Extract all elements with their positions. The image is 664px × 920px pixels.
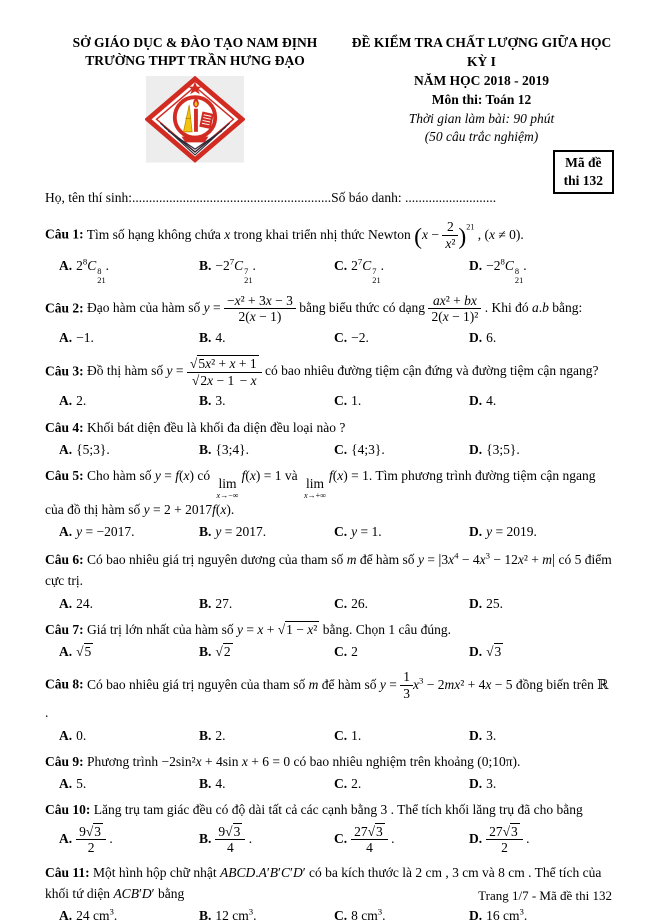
answer-option-a: A. −1.: [59, 330, 94, 346]
question-block: [45, 355, 612, 412]
question-label: Câu 9:: [45, 753, 84, 769]
question-stem: [45, 668, 612, 723]
question-text: Có bao nhiêu giá trị nguyên dương của tham số m để hàm số $y = |3x^4 - 4x^3 - 12x^2 + m|$ có 5 điểm cực trị.: [45, 550, 612, 589]
question-label: Câu 10:: [45, 802, 91, 818]
answer-option-c: C. 26.: [334, 595, 368, 611]
school-logo-image: [145, 74, 245, 180]
answer-option-b: B. y = 2017.: [199, 524, 267, 540]
exam-title: ĐỀ KIỂM TRA CHẤT LƯỢNG GIỮA HỌC KỲ I: [351, 35, 612, 69]
answer-option-d: D. 16 $cm^3$.: [469, 906, 528, 920]
answer-option-a: A. 5.: [59, 776, 87, 791]
question-block: [45, 620, 612, 663]
student-id-label: Số báo danh:: [331, 190, 402, 206]
question-text: Một hình hộp chữ nhật ABCD.A′B′C′D′ có ba kích thước là 2 cm , 3 cm và 8 cm . Thể tích của khối tứ diện ACB′D′ bằng: [45, 865, 602, 901]
question-stem: [45, 549, 612, 592]
student-info-line: [45, 190, 612, 206]
answer-option-b: B. 12 $cm^3$.: [199, 906, 257, 920]
answer-options-row: [45, 255, 612, 285]
answer-option-c: C. y = 1.: [334, 524, 382, 540]
answer-option-a: A. √5: [59, 644, 92, 660]
header-left-block: [45, 34, 345, 184]
question-stem: [45, 292, 612, 327]
question-block: [45, 218, 612, 285]
answer-options-row: [45, 726, 612, 746]
answer-option-b: B. 3.: [199, 393, 226, 409]
answer-option-a: A. $\frac{9√3}{2}$ .: [59, 823, 113, 856]
question-text: Lăng trụ tam giác đều có độ dài tất cả các cạnh bằng 3 . Thể tích khối lăng trụ đã cho bằng: [93, 802, 583, 818]
answer-option-c: C. 1.: [334, 727, 362, 743]
exam-code-line2: thi 132: [563, 173, 603, 189]
answer-option-b: B. 27.: [199, 595, 233, 611]
question-stem: [45, 620, 612, 640]
question-stem: [45, 752, 612, 772]
answer-option-c: C. $2^7C$ 7 21 .: [334, 256, 385, 285]
question-label: Câu 5:: [45, 468, 84, 484]
question-block: [45, 800, 612, 857]
question-block: [45, 668, 612, 745]
questions-list: [45, 218, 612, 920]
answer-option-c: C. 2.: [334, 776, 362, 791]
question-stem: [45, 355, 612, 390]
question-label: Câu 2:: [45, 300, 84, 316]
answer-option-d: D. 4.: [469, 393, 497, 409]
school-name: TRƯỜNG THPT TRẦN HƯNG ĐẠO: [85, 53, 305, 69]
question-label: Câu 11:: [45, 865, 90, 881]
answer-option-c: C. $\frac{27√3}{4}$ .: [334, 823, 395, 856]
question-label: Câu 3:: [45, 363, 84, 379]
answer-options-row: [45, 594, 612, 614]
duration-line: Thời gian làm bài: 90 phút: [408, 110, 555, 126]
exam-header: [45, 34, 612, 184]
question-text: Đạo hàm của hàm số y = $\frac{\text{−x² + 3x − 3}}{2(x - 1)}$ bằng biểu thức có dạng $\frac{\text{ax² + bx}}{\text{2(x − 1)²}}$ . Khi đó a.b bằng:: [87, 292, 583, 325]
question-block: [45, 752, 612, 795]
question-text: Khối bát diện đều là khối đa diện đều loại nào ?: [87, 419, 346, 435]
answer-option-c: C. 1.: [334, 393, 362, 409]
question-stem: [45, 800, 612, 820]
answer-options-row: [45, 823, 612, 858]
student-name-dotted-field[interactable]: ...........................................................: [132, 190, 332, 206]
school-year: NĂM HỌC 2018 - 2019: [414, 72, 549, 88]
question-count-note: (50 câu trắc nghiệm): [424, 129, 539, 145]
question-block: [45, 466, 612, 543]
answer-option-a: A. 0.: [59, 727, 87, 743]
question-label: Câu 4:: [45, 419, 84, 435]
question-block: [45, 549, 612, 614]
answer-option-d: D. 6.: [469, 330, 497, 346]
answer-options-row: [45, 906, 612, 920]
answer-option-b: B. $-2^7C$ 7 21 .: [199, 256, 256, 285]
answer-option-a: A. 24 $cm^3$.: [59, 906, 118, 920]
answer-option-b: B. √2: [199, 644, 231, 660]
question-stem: [45, 218, 612, 253]
question-text: Đồ thị hàm số y = $\frac{\text{√5x² + x + 1}}{√2x - 1 - x}$ có bao nhiêu đường tiệm cận đứng và đường tiệm cận ngang?: [87, 355, 599, 388]
answer-option-b: B. $\frac{9√3}{4}$ .: [199, 823, 253, 856]
answer-option-d: D. 3.: [469, 727, 497, 743]
exam-code-box: [553, 150, 614, 194]
question-block: [45, 418, 612, 461]
answer-option-d: D. √3: [469, 644, 502, 660]
question-stem: [45, 466, 612, 520]
answer-option-a: A. 24.: [59, 595, 93, 611]
student-id-dotted-field[interactable]: ...........................: [401, 190, 497, 206]
answer-option-b: B. {3;4}.: [199, 441, 249, 457]
answer-option-d: D. y = 2019.: [469, 524, 537, 540]
header-right-block: [345, 34, 612, 147]
page-footer: Trang 1/7 - Mã đề thi 132: [478, 888, 612, 903]
question-stem: [45, 418, 612, 438]
answer-options-row: [45, 328, 612, 348]
school-logo: [45, 74, 345, 184]
answer-option-b: B. 2.: [199, 727, 226, 743]
answer-option-d: D. {3;5}.: [469, 441, 520, 457]
answer-options-row: [45, 391, 612, 411]
answer-option-c: C. 2: [334, 644, 358, 660]
question-text: Phương trình −2sin²x + 4sin x + 6 = 0 có bao nhiêu nghiệm trên khoảng (0;10π).: [87, 753, 521, 769]
answer-option-c: C. 8 $cm^3$.: [334, 906, 386, 920]
answer-option-d: D. $-2^8C$ 8 21 .: [469, 256, 527, 285]
answer-option-a: A. 2.: [59, 393, 87, 409]
answer-option-d: D. 3.: [469, 776, 497, 791]
exam-code-line1: Mã đề: [565, 155, 602, 170]
question-label: Câu 8:: [45, 676, 84, 692]
answer-option-c: C. {4;3}.: [334, 441, 385, 457]
question-text: Có bao nhiêu giá trị nguyên của tham số m để hàm số y = $\frac{1}{3}$ $x^3 - 2mx^2 + 4x - 5$ đồng biến trên ℝ .: [45, 669, 609, 721]
answer-option-a: A. {5;3}.: [59, 441, 110, 457]
question-block: [45, 292, 612, 349]
answer-option-a: A. y = −2017.: [59, 524, 135, 540]
question-label: Câu 1:: [45, 226, 84, 242]
answer-option-d: D. 25.: [469, 595, 503, 611]
answer-options-row: [45, 440, 612, 460]
answer-options-row: [45, 522, 612, 542]
answer-options-row: [45, 774, 612, 794]
answer-option-b: B. 4.: [199, 330, 226, 346]
question-text: Tìm số hạng không chứa x trong khai triển nhị thức Newton (x − $\frac{2}{\text{x²}}$ )$^{21}$ , (x ≠ 0).: [86, 219, 524, 252]
answer-option-c: C. −2.: [334, 330, 369, 346]
question-text: Giá trị lớn nhất của hàm số y = x + √1 − x² bằng. Chọn 1 câu đúng.: [87, 621, 451, 637]
answer-option-a: A. $2^8C$ 8 21 .: [59, 256, 110, 285]
answer-option-d: D. $\frac{27√3}{2}$ .: [469, 823, 530, 856]
question-text: Cho hàm số y = f(x) có lim x→−∞ f(x) = 1 và lim x→+∞ f(x) = 1. Tìm phương trình đường tiệm cận ngang của đồ thị hàm số y = 2 + 2017f(x).: [45, 468, 596, 518]
answer-options-row: [45, 642, 612, 662]
question-label: Câu 6:: [45, 551, 84, 567]
question-label: Câu 7:: [45, 621, 84, 637]
student-name-label: Họ, tên thí sinh:: [45, 190, 132, 206]
department-name: SỞ GIÁO DỤC & ĐÀO TẠO NAM ĐỊNH: [72, 35, 318, 50]
subject-line: Môn thi: Toán 12: [431, 91, 532, 107]
answer-option-b: B. 4.: [199, 776, 226, 791]
